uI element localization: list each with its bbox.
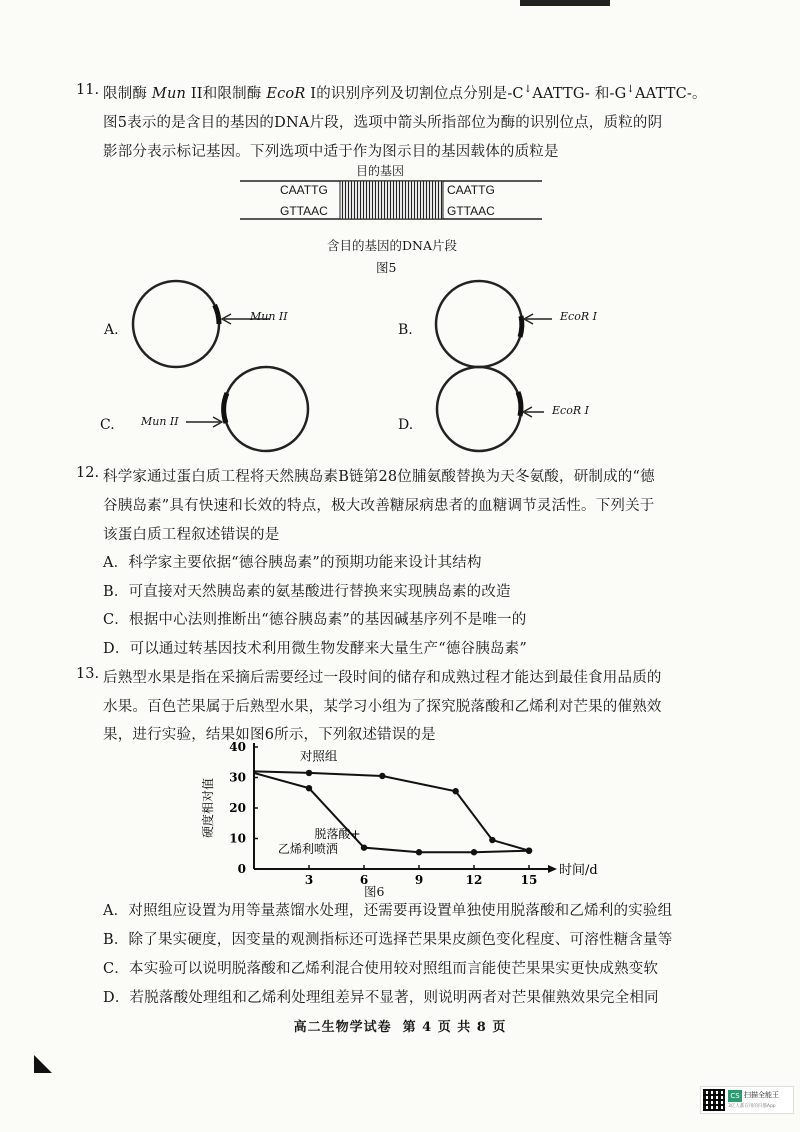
q11-line2: 图5表示的是含目的基因的DNA片段，选项中箭头所指部位为酶的识别位点，质粒的阴 — [103, 115, 663, 131]
fig6-number: 图6 — [364, 884, 385, 899]
q13-line3: 果，进行实验，结果如图6所示，下列叙述错误的是 — [103, 727, 436, 743]
q13-option-c: C．本实验可以说明脱落酸和乙烯利混合使用较对照组而言能使芒果果实更快成熟变软 — [103, 961, 659, 977]
option-c-enzyme: Mun II — [141, 415, 179, 428]
target-gene-region — [340, 181, 443, 219]
q11-text: I的识别序列及切割位点分别是-C — [305, 86, 524, 102]
y-tick-label: 10 — [229, 831, 246, 846]
data-point — [379, 773, 385, 779]
q12-option-c: C．根据中心法则推断出“德谷胰岛素”的基因碱基序列不是唯一的 — [103, 612, 527, 628]
q12-line2: 谷胰岛素”具有快速和长效的特点，极大改善糖尿病患者的血糖调节灵活性。下列关于 — [103, 498, 655, 514]
data-point — [452, 788, 458, 794]
data-point — [306, 785, 312, 791]
data-point — [306, 770, 312, 776]
option-a-letter: A. — [104, 322, 119, 338]
x-tick-label: 15 — [520, 873, 538, 887]
q12-option-b: B．可直接对天然胰岛素的氨基酸进行替换来实现胰岛素的改造 — [103, 584, 511, 600]
q11-enzyme-ecor: EcoR — [266, 86, 306, 102]
fig5-number: 图5 — [376, 260, 397, 275]
plasmid-b — [436, 281, 552, 367]
data-point — [416, 849, 422, 855]
left-bottom-seq: GTTAAC — [280, 204, 328, 218]
hardness-chart — [190, 738, 598, 898]
q11-number: 11. — [76, 82, 100, 98]
q11-text: 限制酶 — [103, 86, 152, 102]
right-top-seq: CAATTG — [447, 183, 495, 197]
y-tick-label: 20 — [229, 801, 246, 815]
x-tick-label: 3 — [304, 873, 314, 887]
x-axis-arrow — [548, 865, 557, 873]
option-c-letter: C. — [100, 417, 115, 433]
q13-number: 13. — [76, 666, 100, 682]
option-b-letter: B. — [398, 322, 413, 338]
plasmid-options — [0, 280, 800, 460]
q11-text: AATTC-。 — [635, 86, 707, 102]
q13-line1: 后熟型水果是指在采摘后需要经过一段时间的储存和成熟过程才能达到最佳食用品质的 — [103, 670, 662, 686]
option-b-enzyme: EcoR I — [560, 310, 597, 323]
q11-line3: 影部分表示标记基因。下列选项中适于作为图示目的基因载体的质粒是 — [103, 144, 559, 160]
y-axis-label: 硬度相对值 — [201, 777, 215, 839]
q11-text: AATTG- 和-G — [532, 86, 627, 102]
gene-label: 目的基因 — [356, 164, 405, 178]
q12-line1: 科学家通过蛋白质工程将天然胰岛素B链第28位脯氨酸替换为天冬氨酸，研制成的“德 — [103, 469, 655, 485]
qr-code-icon — [703, 1089, 725, 1111]
fig5-caption: 含目的基因的DNA片段 — [327, 238, 457, 253]
y-tick-label: 30 — [229, 770, 246, 785]
y-tick-label: 40 — [229, 740, 246, 754]
q12-number: 12. — [76, 465, 100, 481]
q11-line1 — [103, 82, 707, 103]
right-bottom-seq: GTTAAC — [447, 204, 495, 218]
cut-arrow: ↓ — [523, 84, 533, 96]
y-tick-label: 0 — [237, 862, 246, 876]
scan-edge-mark — [520, 0, 610, 6]
q13-option-b: B．除了果实硬度，因变量的观测指标还可选择芒果果皮颜色变化程度、可溶性糖含量等 — [103, 932, 673, 948]
left-top-seq: CAATTG — [280, 183, 328, 197]
q12-option-a: A．科学家主要依据“德谷胰岛素”的预期功能来设计其结构 — [103, 555, 482, 571]
data-point — [471, 849, 477, 855]
series-line-0 — [254, 771, 529, 850]
plasmid-a — [133, 281, 270, 367]
q11-enzyme-mun: Mun — [151, 86, 187, 102]
q13-line2: 水果。百色芒果属于后熟型水果，某学习小组为了探究脱落酸和乙烯利对芒果的催熟效 — [103, 699, 662, 715]
annotation-control: 对照组 — [299, 748, 338, 764]
x-axis-label: 时间/d — [559, 863, 598, 878]
scanner-watermark — [700, 1086, 794, 1114]
option-d-letter: D. — [398, 417, 414, 433]
q13-option-a: A．对照组应设置为用等量蒸馏水处理，还需要再设置单独使用脱落酸和乙烯利的实验组 — [103, 903, 673, 919]
x-tick-label: 12 — [465, 873, 483, 887]
option-d-enzyme: EcoR I — [552, 404, 589, 417]
scanner-tagline: 3亿人都在用的扫描App — [728, 1104, 776, 1109]
page-footer: 高二生物学试卷 第 4 页 共 8 页 — [293, 1020, 507, 1035]
data-point — [361, 844, 367, 850]
series-line-1 — [254, 773, 529, 852]
q13-option-d: D．若脱落酸处理组和乙烯利处理组差异不显著，则说明两者对芒果催熟效果完全相同 — [103, 990, 659, 1006]
q11-text: II和限制酶 — [186, 86, 267, 102]
scanner-name: 扫描全能王 — [744, 1091, 779, 1099]
cut-arrow: ↓ — [626, 84, 636, 96]
plasmid-c — [186, 367, 308, 451]
annotation-treatment-1: 脱落酸+ — [314, 826, 361, 841]
annotation-treatment-2: 乙烯利喷洒 — [277, 842, 338, 857]
data-point — [526, 848, 532, 854]
q12-option-d: D．可以通过转基因技术利用微生物发酵来大量生产“德谷胰岛素” — [103, 641, 527, 657]
x-tick-label: 9 — [414, 873, 424, 887]
option-a-enzyme: Mun II — [250, 310, 288, 323]
corner-scan-mark — [34, 1055, 54, 1073]
q12-line3: 该蛋白质工程叙述错误的是 — [103, 527, 280, 543]
x-tick-label: 6 — [359, 873, 369, 887]
data-point — [489, 837, 495, 843]
plasmid-d — [437, 367, 544, 451]
scanner-badge: CS — [728, 1090, 742, 1102]
